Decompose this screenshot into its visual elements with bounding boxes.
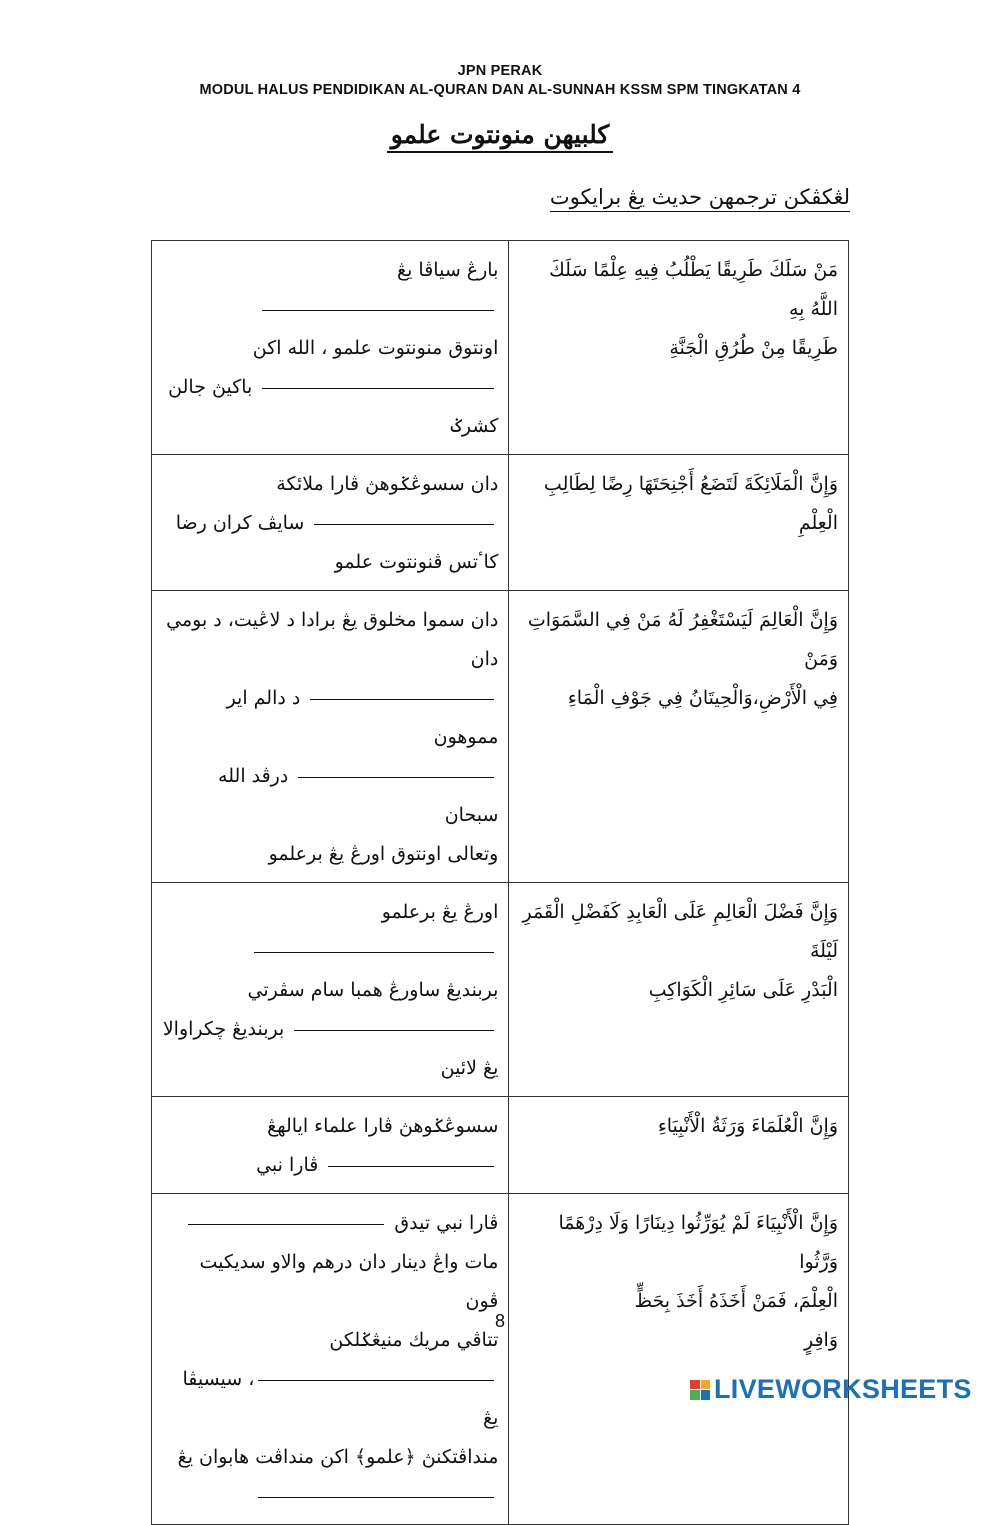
answer-blank[interactable]	[314, 523, 494, 525]
translation-cell: دان سسوڠݢوهڽ ڤارا ملائكة سايڤ كران رضا کاٴتس ڤنونتوت علمو	[152, 455, 509, 591]
table-row	[152, 455, 849, 591]
logo-square-green	[690, 1390, 700, 1400]
document-header	[0, 62, 1000, 100]
brand-text: LIVEWORKSHEETS	[714, 1374, 972, 1404]
arabic-hadith-cell: وَإِنَّ الْعَالِمَ لَيَسْتَغْفِرُ لَهُ مَنْ فِي السَّمَوَاتِ وَمَنْ فِي الْأَرْضِ،وَالْحِيتَانُ فِي جَوْفِ الْمَاءِ	[509, 591, 849, 883]
liveworksheets-icon	[690, 1380, 710, 1400]
liveworksheets-logo	[690, 1374, 972, 1405]
answer-blank[interactable]	[262, 387, 494, 389]
answer-blank[interactable]	[262, 309, 494, 311]
arabic-hadith-cell: وَإِنَّ فَضْلَ الْعَالِمِ عَلَى الْعَابِدِ كَفَضْلِ الْقَمَرِ لَيْلَةَ الْبَدْرِ عَلَى سَائِرِ الْكَوَاكِبِ	[509, 883, 849, 1097]
table-row	[152, 241, 849, 455]
table-row	[152, 1097, 849, 1194]
hadith-translation-table	[151, 240, 849, 1525]
arabic-hadith-cell: وَإِنَّ الْأَنْبِيَاءَ لَمْ يُوَرِّثُوا دِينَارًا وَلَا دِرْهَمًا وَرَّثُوا الْعِلْمَ، فَمَنْ أَخَذَهُ أَخَذَ بِحَظٍّ وَافِرٍ	[509, 1194, 849, 1525]
logo-square-blue	[701, 1390, 711, 1400]
page-number: 8	[494, 1311, 505, 1331]
table-row	[152, 883, 849, 1097]
table-row	[152, 1194, 849, 1525]
translation-cell: بارڠ سياڤا يڠ اونتوق منونتوت علمو ، الله اكن باکيڽ جالن كشرݢ	[152, 241, 509, 455]
arabic-hadith-cell: وَإِنَّ الْعُلَمَاءَ وَرَثَةُ الْأَنْبِيَاءِ	[509, 1097, 849, 1194]
arabic-hadith-cell: وَإِنَّ الْمَلَائِكَةَ لَتَضَعُ أَجْنِحَتَهَا رِضًا لِطَالِبِ الْعِلْمِ	[509, 455, 849, 591]
translation-cell: سسوڠݢوهڽ ڤارا علماء ايالهڠ ڤارا نبي	[152, 1097, 509, 1194]
answer-blank[interactable]	[294, 1029, 494, 1031]
answer-blank[interactable]	[258, 1379, 494, 1381]
logo-square-orange	[701, 1380, 711, 1390]
logo-square-red	[690, 1380, 700, 1390]
arabic-hadith-cell: مَنْ سَلَكَ طَرِيقًا يَطْلُبُ فِيهِ عِلْمًا سَلَكَ اللَّهُ بِهِ طَرِيقًا مِنْ طُرُقِ الْجَنَّةِ	[509, 241, 849, 455]
header-line-2: MODUL HALUS PENDIDIKAN AL-QURAN DAN AL-SUNNAH KSSM SPM TINGKATAN 4	[199, 82, 801, 98]
worksheet-title: كلبيهن منونتوت علمو	[0, 120, 1000, 149]
translation-cell: دان سموا مخلوق يڠ برادا د لاڠيت، د بومي دان د دالم اير مموهون درڤد الله سبحان وتعالى اونتوق اورڠ يڠ برعلمو	[152, 591, 509, 883]
translation-cell: اورڠ يڠ برعلمو بربنديڠ ساورڠ همبا سام سڤرتي بربنديڠ چکراوالا يڠ لائين	[152, 883, 509, 1097]
translation-cell: ڤارا نبي تيدق مات واڠ دينار دان درهم والاو سديکيت ڤون تتاڤي مريك منيڠݢلكن ، سيسيڤا يڠ منداڤتکنڽ ﴿علمو﴾ اكن منداڤت هابوان يڠ	[152, 1194, 509, 1525]
table-row	[152, 591, 849, 883]
answer-blank[interactable]	[328, 1165, 494, 1167]
answer-blank[interactable]	[254, 951, 494, 953]
answer-blank[interactable]	[310, 698, 494, 700]
answer-blank[interactable]	[258, 1496, 494, 1498]
answer-blank[interactable]	[298, 776, 494, 778]
instruction-text: لڠكڤكن ترجمهن حديث يڠ برايكوت	[550, 185, 850, 209]
answer-blank[interactable]	[188, 1223, 384, 1225]
header-line-1: JPN PERAK	[457, 63, 543, 79]
